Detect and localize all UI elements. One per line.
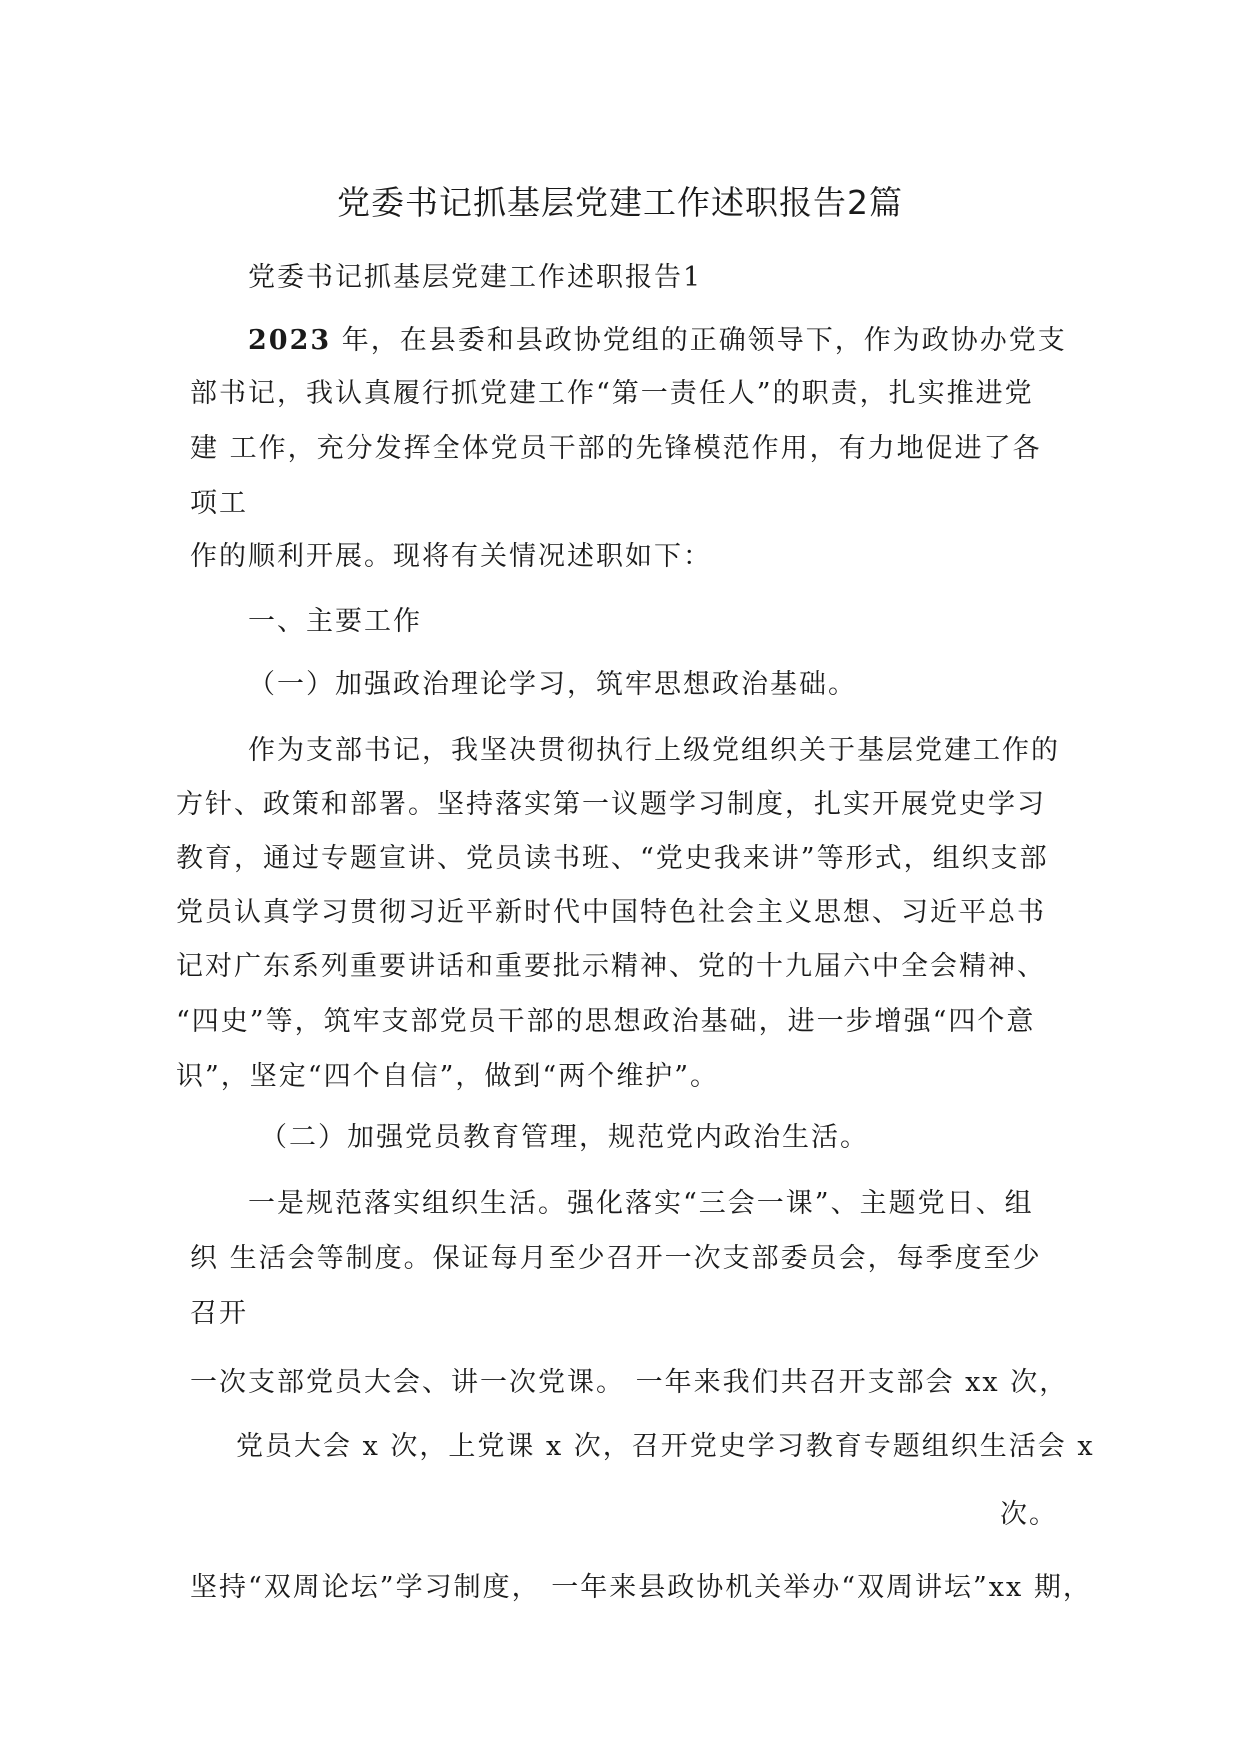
- para2-line-4: 一次支部党员大会、讲一次党课。 一年来我们共召开支部会 xx 次，: [190, 1367, 1069, 1398]
- intro-line-2: 部书记，我认真履行抓党建工作“第一责任人”的职责，扎实推进党: [190, 378, 1034, 409]
- subsection-heading-2: （二）加强党员教育管理，规范党内政治生活。: [260, 1122, 869, 1153]
- para1-line-3: 教育，通过专题宣讲、党员读书班、“党史我来讲”等形式，组织支部: [176, 843, 1049, 874]
- intro-line-5: 作的顺利开展。现将有关情况述职如下：: [190, 541, 712, 572]
- report-subtitle: 党委书记抓基层党建工作述职报告1: [248, 262, 703, 293]
- para2-line-6: 次。: [1000, 1499, 1058, 1530]
- intro-line-1: [248, 323, 1067, 359]
- intro-line-1-text: 年，在县委和县政协党组的正确领导下，作为政协办党支: [331, 325, 1067, 356]
- para2-line-1: 一是规范落实组织生活。强化落实“三会一课”、主题党日、组: [248, 1188, 1034, 1219]
- subsection-heading-1: （一）加强政治理论学习，筑牢思想政治基础。: [248, 669, 857, 700]
- document-title: 党委书记抓基层党建工作述职报告2篇: [337, 183, 903, 222]
- para1-line-2: 方针、政策和部署。坚持落实第一议题学习制度，扎实开展党史学习: [176, 789, 1046, 820]
- para1-line-1: 作为支部书记，我坚决贯彻执行上级党组织关于基层党建工作的: [248, 735, 1060, 766]
- para2-line-5: 党员大会 x 次，上党课 x 次，召开党史学习教育专题组织生活会 x: [236, 1431, 1095, 1462]
- intro-year: 2023: [248, 325, 332, 356]
- intro-line-3: 建 工作，充分发挥全体党员干部的先锋模范作用，有力地促进了各: [190, 433, 1042, 464]
- para1-line-4: 党员认真学习贯彻习近平新时代中国特色社会主义思想、习近平总书: [176, 897, 1046, 928]
- para2-line-3: 召开: [190, 1298, 248, 1329]
- para1-line-6: “四史”等，筑牢支部党员干部的思想政治基础，进一步增强“四个意: [176, 1006, 1036, 1037]
- para1-line-5: 记对广东系列重要讲话和重要批示精神、党的十九届六中全会精神、: [176, 951, 1046, 982]
- para1-line-7: 识”，坚定“四个自信”，做到“两个维护”。: [176, 1061, 720, 1092]
- para2-line-2: 织 生活会等制度。保证每月至少召开一次支部委员会，每季度至少: [190, 1243, 1042, 1274]
- section-heading-1: 一、主要工作: [248, 606, 422, 637]
- intro-line-4: 项工: [190, 488, 248, 519]
- para2-line-7: 坚持“双周论坛”学习制度， 一年来县政协机关举办“双周讲坛”xx 期，: [190, 1572, 1092, 1603]
